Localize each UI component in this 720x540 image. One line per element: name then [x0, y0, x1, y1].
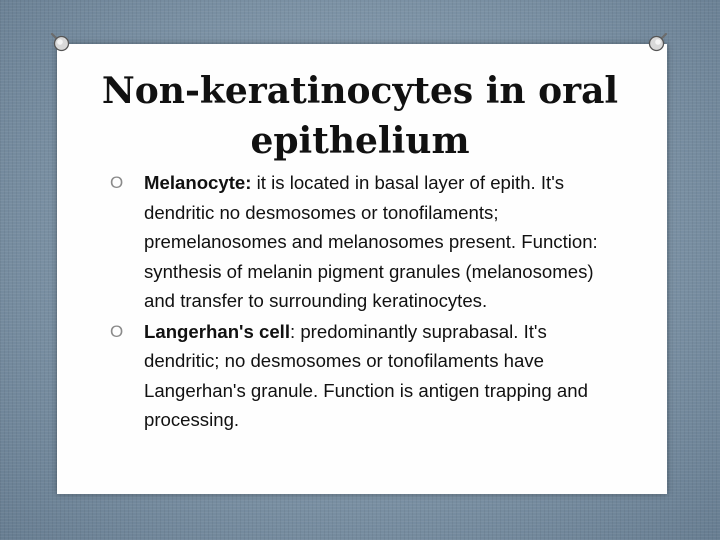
bullet-melanocyte [110, 168, 610, 316]
bullet-marker: O [110, 173, 124, 192]
slide-title-line: Non-keratinocytes in oral [101, 70, 619, 112]
bullet-marker: O [110, 321, 124, 341]
bullet-text: : predominantly suprabasal. It's dendritic; no desmosomes or tonofilaments have Langerhan's granule. Function is antigen trapping and processing. [144, 320, 588, 430]
bullet-term: Melanocyte: [144, 172, 252, 193]
bullet-list [110, 168, 610, 435]
bullet-text: it is located in basal layer of epith. It's dendritic no desmosomes or tonofilaments; premelanosomes and melanosomes present. Function: synthesis of melanin pigment granules (melanosomes) and transfer to surrounding keratinocytes. [144, 172, 598, 311]
pushpin-icon [646, 28, 672, 54]
slide-title [60, 66, 660, 166]
bullet-term: Langerhan's cell [144, 320, 290, 342]
pushpin-icon [46, 28, 72, 54]
slide-title-line: epithelium [250, 120, 470, 162]
bullet-langerhans [110, 317, 610, 435]
